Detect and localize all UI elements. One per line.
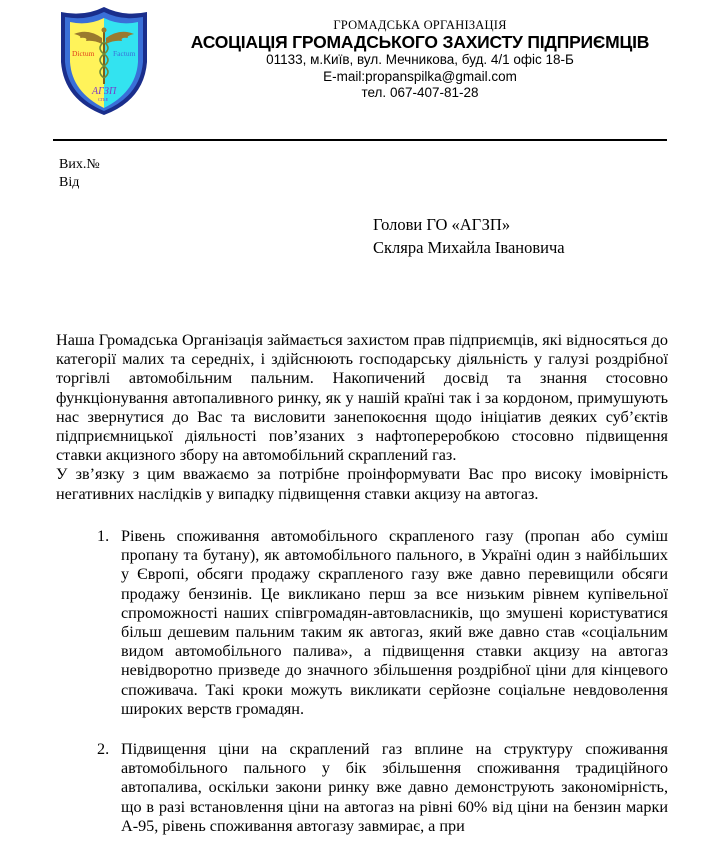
logo-abbreviation: АГЗП: [92, 86, 117, 97]
logo-sub-abbreviation: СПіЕ: [98, 97, 109, 102]
organization-phone: тел. 067-407-81-28: [361, 85, 479, 100]
numbered-list-item: [97, 527, 668, 719]
addressee-title: Голови ГО «АГЗП»: [373, 215, 511, 234]
list-item-text: Рівень споживання автомобільного скрапленого газу (пропан або суміш пропану та бутану), як автомобільного пального, в Україні один з найбільших у Європі, обсяги продажу скрапленого газу вже давно перевищили обсяги продажу бензинів. Це викликано перш за все низьким рівнем купівельної спроможності наших співгромадян-автовласників, що змушені користуватися більш дешевим пальним таким як автогаз, який вже давно став «соціальним видом автомобільного палива», а підвищення ставки акцизу на автогаз невідворотно призведе до значного збільшення роздрібної ціни для кінцевого споживача. Такі кроки можуть викликати серйозне соціальне невдоволення широких верств громадян.: [121, 527, 668, 718]
outgoing-number-label: Вих.№: [59, 157, 100, 172]
organization-type: ГРОМАДСЬКА ОРГАНІЗАЦІЯ: [333, 18, 507, 32]
list-item-number: 1.: [97, 527, 110, 545]
outgoing-date-label: Від: [59, 175, 80, 190]
outgoing-reference: [59, 156, 100, 192]
logo-motto-left: Dictum: [72, 49, 95, 58]
addressee-name: Скляра Михайла Івановича: [373, 238, 565, 257]
list-item-number: 2.: [97, 740, 110, 758]
logo-motto-right: Factum: [113, 49, 136, 58]
body-paragraph: У зв’язку з цим вважаємо за потрібне проінформувати Вас про високу імовірність негативних наслідків у випадку підвищення ставки акцизу на автогаз.: [56, 465, 668, 503]
list-item-text: Підвищення ціни на скраплений газ вплине на структуру споживання автомобільного пального у бік збільшення споживання традиційного автопалива, оскільки закони ринку вже давно демонструють закономірність, що в разі встановлення ціни на автогаз на рівні 60% від ціни на бензин марки А-95, рівень споживання автогазу завмирає, а при: [121, 740, 668, 835]
organization-name: АСОЦІАЦІЯ ГРОМАДСЬКОГО ЗАХИСТУ ПІДПРИЄМЦІВ: [190, 32, 650, 52]
addressee-block: [373, 213, 565, 259]
numbered-list-item: [97, 740, 668, 836]
organization-logo: [58, 4, 150, 116]
letter-body: [56, 331, 668, 504]
body-paragraph: Наша Громадська Організація займається захистом прав підприємців, які відносяться до категорії малих та середніх, і здійснюють господарську діяльність у галузі роздрібної торгівлі автомобільним пальним. Накопичений досвід та знання стосовно функціонування автопаливного ринку, як у нашій країні так і за кордоном, примушують нас звернутися до Вас та висловити занепокоєння щодо ініціатив деяких суб’єктів підприємницької діяльності пов’язаних з нафтопереробкою стосовно підвищення ставки акцизного збору на автомобільний скраплений газ.: [56, 331, 668, 465]
letterhead-divider: [53, 139, 667, 141]
letterhead: [180, 18, 660, 102]
organization-address: 01133, м.Київ, вул. Мечникова, буд. 4/1 офіс 18-Б: [266, 52, 574, 67]
caduceus-shield-icon: [58, 4, 150, 116]
organization-email: E-mail:propanspilka@gmail.com: [323, 68, 517, 84]
